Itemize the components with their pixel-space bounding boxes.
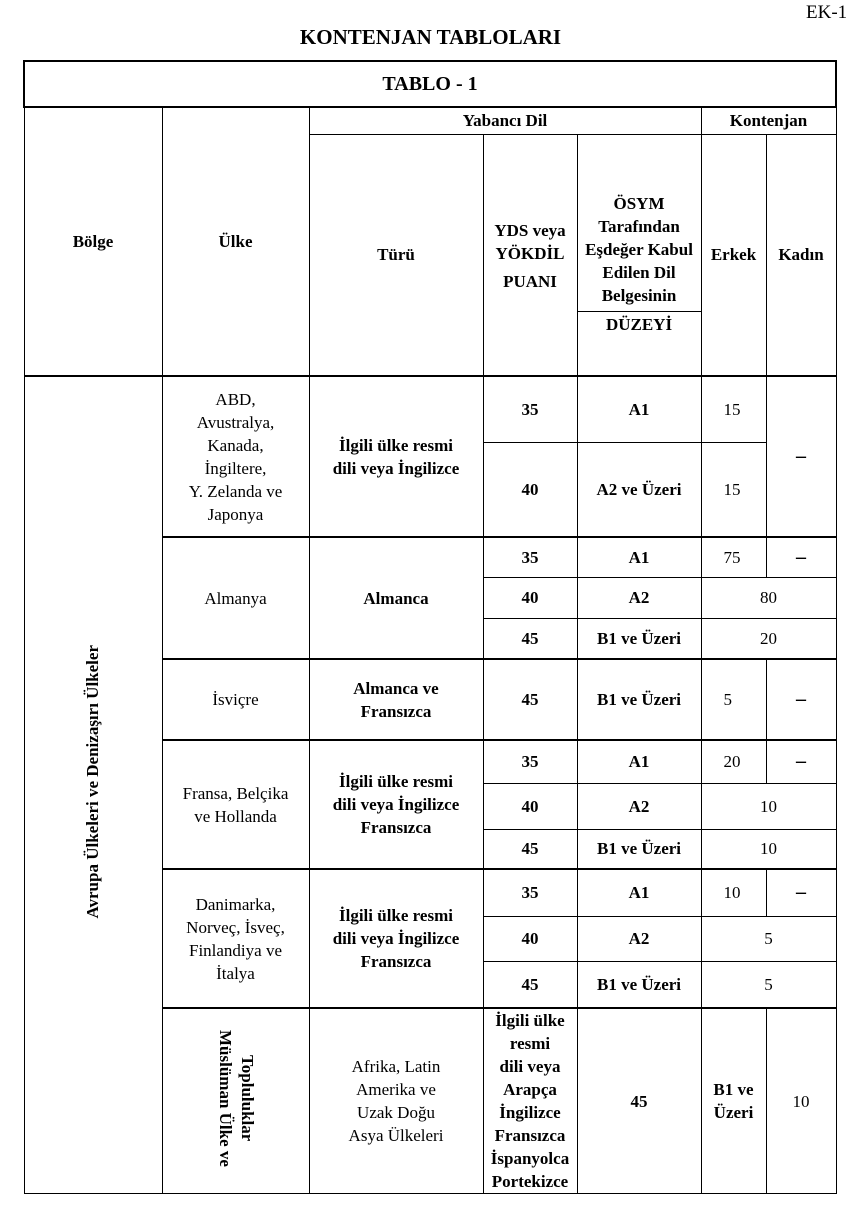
erkek-cell: 75	[701, 537, 766, 577]
puan-cell: 45	[483, 829, 577, 869]
puan-cell: 35	[483, 869, 577, 916]
duzey-cell: B1 ve Üzeri	[577, 618, 701, 659]
erkek-cell: 10	[701, 869, 766, 916]
total-cell: 20	[701, 618, 836, 659]
header-yds-label: YDS veya YÖKDİL	[494, 221, 566, 264]
total-cell: 5	[701, 916, 836, 961]
country-line: Uzak Doğu	[357, 1103, 435, 1122]
country-line: Asya Ülkeleri	[348, 1126, 444, 1145]
country-line: Danimarka,	[195, 894, 276, 914]
duzey-cell: A2	[577, 577, 701, 618]
duzey-cell: B1 ve Üzeri	[577, 829, 701, 869]
header-osym	[577, 134, 701, 376]
header-kontenjan: Kontenjan	[701, 107, 836, 134]
language-line: İspanyolca	[490, 1149, 570, 1168]
language-line: Almanca ve	[353, 678, 439, 698]
country-line: Fransa, Belçika	[182, 783, 289, 803]
annex-label: EK-1	[806, 2, 848, 23]
language-g1	[309, 376, 483, 537]
country-line: Finlandiya ve	[188, 940, 282, 960]
language-line: dili veya İngilizce	[332, 458, 460, 478]
erkek-cell: 5	[701, 659, 766, 740]
puan-cell: 35	[483, 537, 577, 577]
table-title: TABLO - 1	[24, 61, 836, 107]
region-muslim-label	[214, 1030, 258, 1167]
total-cell: 10	[766, 1008, 836, 1194]
language-line: İlgili ülke resmi	[495, 1011, 565, 1053]
country-line: İngiltere,	[204, 458, 267, 478]
header-erkek: Erkek	[701, 134, 766, 376]
region-avrupa	[24, 376, 162, 1194]
puan-cell: 45	[483, 659, 577, 740]
puan-cell: 40	[483, 577, 577, 618]
erkek-cell: 15	[701, 376, 766, 442]
country-line: ABD,	[215, 389, 256, 409]
puan-cell: 40	[483, 916, 577, 961]
total-cell: 10	[701, 783, 836, 829]
country-g4	[162, 740, 309, 869]
country-line: İtalya	[216, 963, 255, 983]
country-line: Avustralya,	[196, 412, 275, 432]
country-g5	[162, 869, 309, 1008]
erkek-cell: 15	[701, 442, 766, 537]
country-line: Kanada,	[207, 435, 264, 455]
language-line: dili veya İngilizce	[332, 929, 460, 948]
region-avrupa-label: Avrupa Ülkeleri ve Denizaşırı Ülkeler	[83, 645, 102, 919]
puan-cell: 35	[483, 740, 577, 783]
country-line: Afrika, Latin	[351, 1057, 441, 1076]
language-line: İlgili ülke resmi	[339, 906, 453, 925]
country-line: ve Hollanda	[194, 806, 277, 826]
puan-cell: 45	[483, 618, 577, 659]
language-g6	[483, 1008, 577, 1194]
header-yabanci-dil: Yabancı Dil	[309, 107, 701, 134]
header-yds	[483, 134, 577, 376]
language-line: Fransızca	[360, 952, 432, 971]
puan-cell: 45	[483, 961, 577, 1008]
duzey-cell: A2 ve Üzeri	[577, 442, 701, 537]
duzey-cell: A2	[577, 916, 701, 961]
country-g6	[309, 1008, 483, 1194]
total-cell: 10	[701, 829, 836, 869]
language-line: dili veya Arapça	[499, 1057, 561, 1099]
header-osym-label: ÖSYM Tarafından Eşdeğer Kabul Edilen Dil Belgesinin	[585, 194, 693, 306]
country-g3: İsviçre	[162, 659, 309, 740]
kadin-dash: –	[766, 740, 836, 783]
region-muslim-line: Müslüman Ülke ve	[215, 1029, 235, 1167]
country-g1	[162, 376, 309, 537]
duzey-cell: A2	[577, 783, 701, 829]
header-turu: Türü	[309, 134, 483, 376]
country-line: Norveç, İsveç,	[186, 917, 285, 937]
duzey-cell: B1 ve Üzeri	[577, 961, 701, 1008]
language-line: Portekizce	[491, 1172, 569, 1191]
language-line: dili veya İngilizce	[332, 795, 460, 814]
duzey-cell: B1 ve Üzeri	[577, 659, 701, 740]
kadin-dash: –	[766, 376, 836, 537]
language-line: Fransızca	[360, 818, 432, 837]
region-muslim	[162, 1008, 309, 1194]
language-line: İlgili ülke resmi	[339, 435, 453, 455]
duzey-cell: A1	[577, 869, 701, 916]
header-ulke: Ülke	[162, 107, 309, 376]
header-bolge: Bölge	[24, 107, 162, 376]
language-line: İlgili ülke resmi	[339, 772, 453, 791]
country-line: Amerika ve	[356, 1080, 436, 1099]
language-g4	[309, 740, 483, 869]
header-duzeyi: DÜZEYİ	[578, 311, 701, 337]
language-g5	[309, 869, 483, 1008]
duzey-cell: A1	[577, 376, 701, 442]
puan-cell: 40	[483, 442, 577, 537]
country-g2: Almanya	[162, 537, 309, 659]
language-g3	[309, 659, 483, 740]
kadin-dash: –	[766, 537, 836, 577]
region-muslim-line: Topluluklar	[237, 1054, 257, 1142]
puan-cell: 35	[483, 376, 577, 442]
duzey-cell: A1	[577, 740, 701, 783]
country-line: Japonya	[207, 504, 264, 524]
puan-cell: 45	[577, 1008, 701, 1194]
duzey-cell: A1	[577, 537, 701, 577]
language-g2: Almanca	[309, 537, 483, 659]
total-cell: 5	[701, 961, 836, 1008]
puan-cell: 40	[483, 783, 577, 829]
document-title: KONTENJAN TABLOLARI	[299, 25, 562, 49]
language-line: Fransızca	[360, 701, 432, 721]
header-puani: PUANI	[503, 272, 557, 292]
quota-table	[23, 60, 837, 1194]
kadin-dash: –	[766, 659, 836, 740]
language-line: İngilizce Fransızca	[494, 1103, 566, 1145]
erkek-cell: 20	[701, 740, 766, 783]
kadin-dash: –	[766, 869, 836, 916]
total-cell: 80	[701, 577, 836, 618]
duzey-cell: B1 ve Üzeri	[701, 1008, 766, 1194]
country-line: Y. Zelanda ve	[188, 481, 283, 501]
header-kadin: Kadın	[766, 134, 836, 376]
